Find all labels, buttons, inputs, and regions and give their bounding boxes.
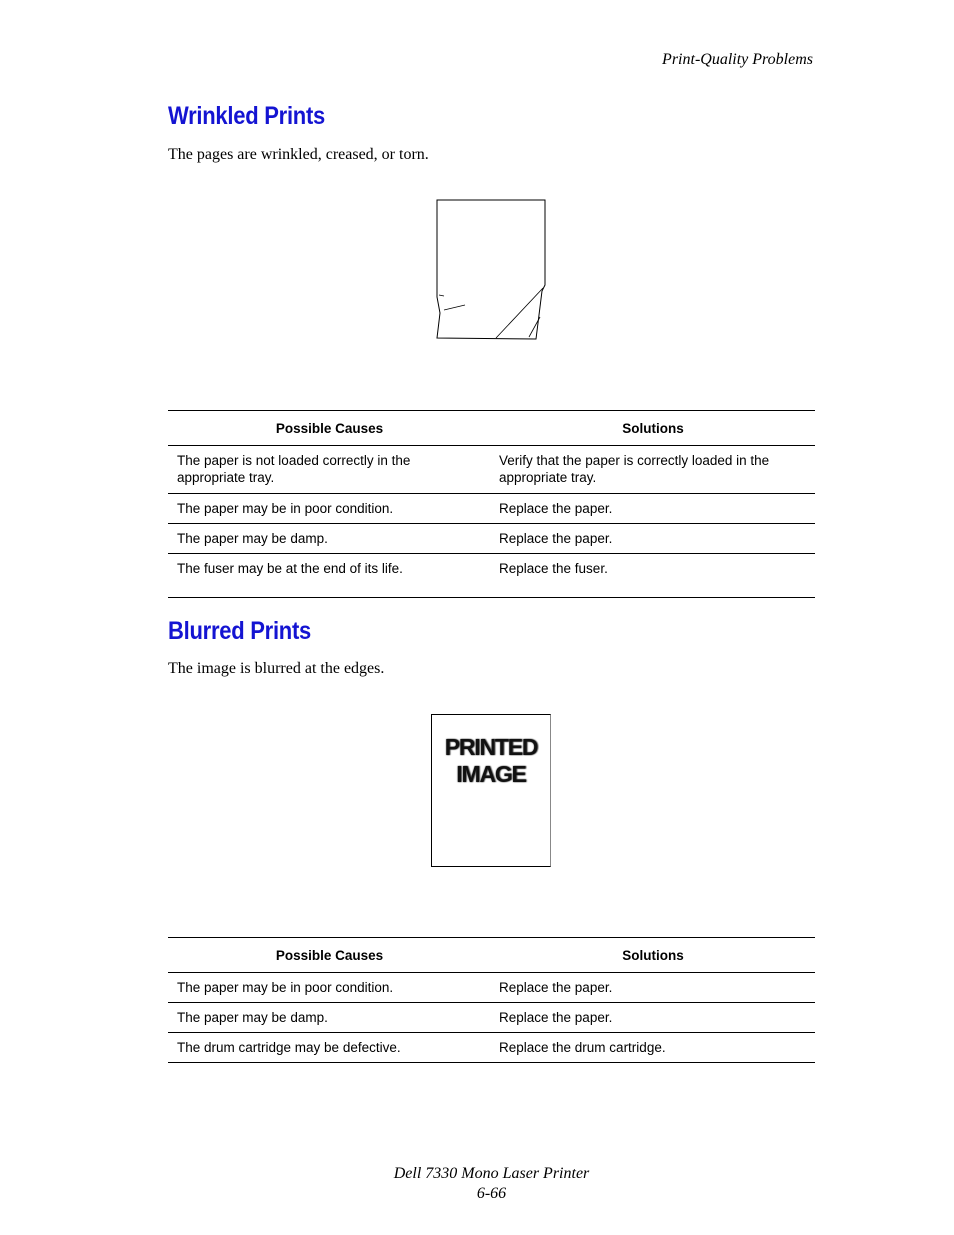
solution-cell: Replace the paper. (491, 494, 815, 524)
cause-cell: The paper is not loaded correctly in the appropriate tray. (168, 446, 491, 494)
blurred-prints-description: The image is blurred at the edges. (168, 660, 385, 677)
cause-cell: The paper may be in poor condition. (168, 494, 491, 524)
illustration-text-line-2: IMAGE (456, 761, 526, 787)
table-row (168, 973, 815, 1003)
solution-cell: Replace the paper. (491, 524, 815, 554)
section-title-wrinkled-prints: Wrinkled Prints (168, 102, 326, 130)
column-header-solutions: Solutions (491, 938, 815, 973)
wrinkled-prints-description: The pages are wrinkled, creased, or torn. (168, 146, 429, 163)
table-row (168, 524, 815, 554)
illustration-text-line-1: PRINTED (444, 734, 538, 760)
solution-cell: Replace the paper. (491, 1003, 815, 1033)
table-row (168, 1033, 815, 1063)
cause-cell: The paper may be damp. (168, 524, 491, 554)
solution-cell: Replace the drum cartridge. (491, 1033, 815, 1063)
solution-cell: Replace the fuser. (491, 554, 815, 598)
solution-cell: Replace the paper. (491, 973, 815, 1003)
footer-product: Dell 7330 Mono Laser Printer (393, 1165, 590, 1182)
section-title-blurred-prints: Blurred Prints (168, 617, 311, 645)
footer-page-number: 6-66 (476, 1185, 507, 1202)
cause-cell: The fuser may be at the end of its life. (168, 554, 491, 598)
running-head: Print-Quality Problems (662, 51, 813, 68)
table-header-row (168, 938, 815, 973)
table-row (168, 1003, 815, 1033)
blurred-page-illustration (431, 714, 551, 867)
table-row (168, 446, 815, 494)
wrinkled-page-illustration (436, 199, 548, 341)
table-row (168, 494, 815, 524)
column-header-causes: Possible Causes (168, 411, 491, 446)
solution-cell: Verify that the paper is correctly loaded in the appropriate tray. (491, 446, 815, 494)
column-header-solutions: Solutions (491, 411, 815, 446)
blurred-prints-table (168, 937, 815, 1063)
table-row (168, 554, 815, 598)
cause-cell: The drum cartridge may be defective. (168, 1033, 491, 1063)
cause-cell: The paper may be damp. (168, 1003, 491, 1033)
table-header-row (168, 411, 815, 446)
cause-cell: The paper may be in poor condition. (168, 973, 491, 1003)
wrinkled-prints-table (168, 410, 815, 598)
column-header-causes: Possible Causes (168, 938, 491, 973)
